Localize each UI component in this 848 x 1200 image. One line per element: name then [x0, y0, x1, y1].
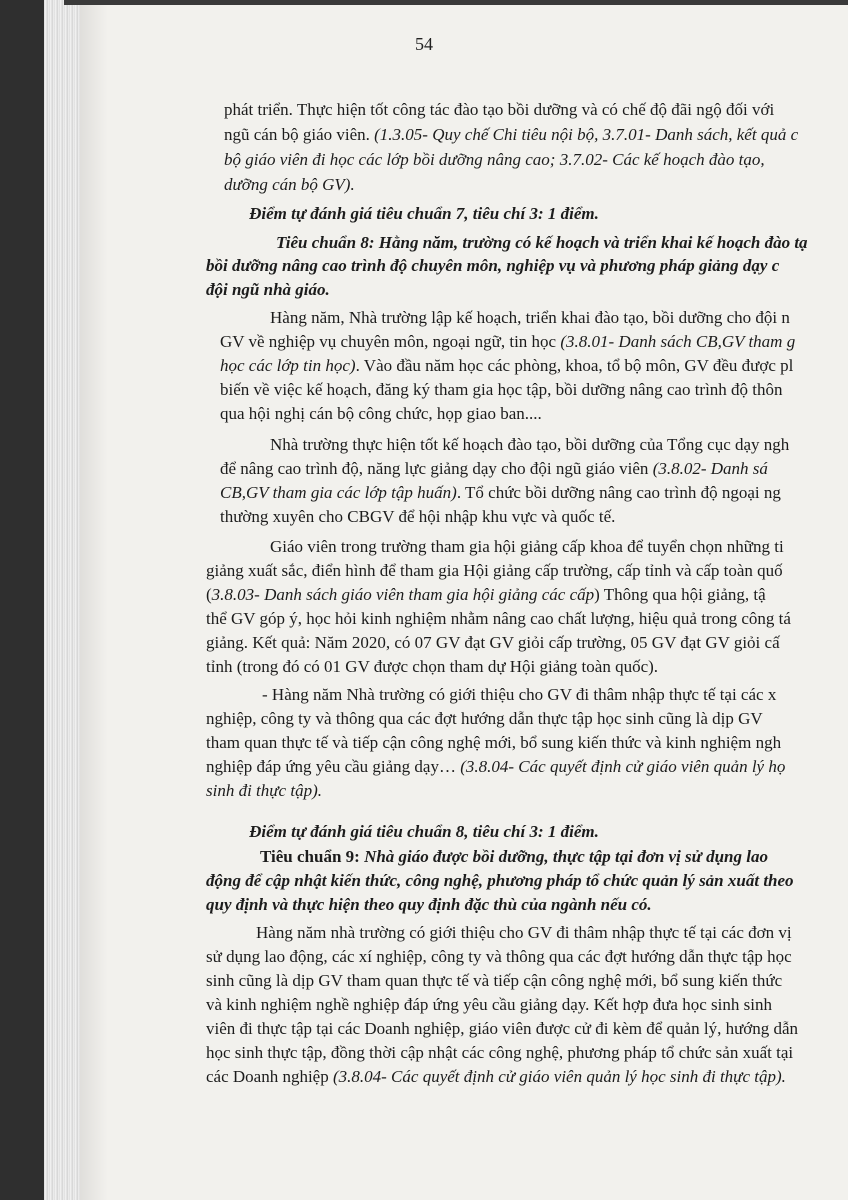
text-run: (1.3.05- Quy chế Chi tiêu nội bộ, 3.7.01- Danh sách, kết quả c	[374, 125, 799, 144]
text-line	[224, 123, 798, 147]
text-line	[220, 378, 783, 402]
text-line	[206, 655, 658, 679]
text-line	[0, 202, 848, 226]
text-line	[260, 845, 768, 869]
text-run: quy định và thực hiện theo quy định đặc thù của ngành nếu có.	[206, 895, 652, 914]
text-run: học các lớp tin học)	[220, 356, 356, 375]
top-scan-border	[64, 0, 848, 5]
text-run: và kinh nghiệm nghề nghiệp đáp ứng yêu cầu giảng dạy. Kết hợp đưa học sinh sinh	[206, 995, 772, 1014]
text-line	[206, 869, 794, 893]
text-run: bộ giáo viên đi học các lớp bồi dưỡng nâng cao; 3.7.02- Các kế hoạch đào tạo,	[224, 150, 765, 169]
text-run: Nhà giáo được bồi dưỡng, thực tập tại đơn vị sử dụng lao	[364, 847, 768, 866]
text-line	[206, 607, 791, 631]
gutter-shadow	[80, 0, 108, 1200]
text-run: biến về việc kế hoạch, đăng ký tham gia học tập, bồi dưỡng nâng cao trình độ thôn	[220, 380, 783, 399]
text-run: Nhà trường thực hiện tốt kế hoạch đào tạo, bồi dưỡng của Tổng cục dạy ngh	[270, 435, 790, 454]
text-line	[270, 433, 789, 457]
text-line	[206, 1041, 793, 1065]
page-number: 54	[415, 34, 433, 54]
text-line	[262, 683, 776, 707]
text-line	[206, 1065, 786, 1089]
text-run: (3.8.04- Các quyết định cử giáo viên quản lý họ	[460, 757, 786, 776]
text-run: . Vào đầu năm học các phòng, khoa, tổ bộ môn, GV đều được pl	[355, 356, 794, 375]
text-run: viên đi thực tập tại các Doanh nghiệp, giáo viên được cử đi kèm để quản lý, hướng dẫn	[206, 1019, 799, 1038]
text-line	[206, 254, 779, 278]
text-line	[220, 481, 781, 505]
page-edges	[44, 0, 80, 1200]
text-run: (3.8.01- Danh sách CB,GV tham g	[560, 332, 796, 351]
text-run: dưỡng cán bộ GV).	[224, 175, 355, 194]
text-run: giảng. Kết quả: Năm 2020, có 07 GV đạt GV giỏi cấp trường, 05 GV đạt GV giỏi cấ	[206, 633, 780, 652]
text-run: Điểm tự đánh giá tiêu chuẩn 7, tiêu chí 3: 1 điểm.	[249, 204, 599, 223]
text-run: học sinh thực tập, đồng thời cập nhật các công nghệ, phương pháp tổ chức sản xuất tại	[206, 1043, 794, 1062]
text-run: ngũ cán bộ giáo viên.	[224, 125, 375, 144]
text-run: Tiêu chuẩn 8: Hằng năm, trường có kế hoạch và triển khai kế hoạch đào tạ	[276, 233, 808, 252]
text-line	[206, 707, 763, 731]
text-line	[206, 945, 792, 969]
text-line	[206, 755, 785, 779]
text-line	[270, 535, 784, 559]
text-run: sinh cũng là dịp GV tham quan thực tế và tiếp cận công nghệ mới, bổ sung kiến thức	[206, 971, 783, 990]
text-line	[224, 148, 765, 172]
text-run: Giáo viên trong trường tham gia hội giảng cấp khoa để tuyển chọn những ti	[270, 537, 784, 556]
text-run: GV về nghiệp vụ chuyên môn, ngoại ngữ, tin học	[220, 332, 561, 351]
text-line	[206, 631, 780, 655]
text-line	[220, 402, 542, 426]
text-run: (3.8.02- Danh sá	[652, 459, 768, 478]
text-line	[220, 505, 615, 529]
text-run: nghiệp đáp ứng yêu cầu giảng dạy…	[206, 757, 461, 776]
text-line	[224, 98, 774, 122]
text-run: qua hội nghị cán bộ công chức, họp giao ban....	[220, 404, 542, 423]
text-run: giảng xuất sắc, điển hình để tham gia Hội giảng cấp trường, cấp tỉnh và cấp toàn quố	[206, 561, 783, 580]
text-line	[206, 583, 766, 607]
text-run: tham quan thực tế và tiếp cận công nghệ mới, bổ sung kiến thức và kinh nghiệm ngh	[206, 733, 782, 752]
text-line	[206, 278, 330, 302]
text-line	[206, 893, 652, 917]
text-line	[206, 1017, 798, 1041]
text-run: phát triển. Thực hiện tốt công tác đào tạo bồi dưỡng và có chế độ đãi ngộ đối với	[224, 100, 775, 119]
text-run: để nâng cao trình độ, năng lực giảng dạy cho đội ngũ giáo viên	[220, 459, 653, 478]
text-run: CB,GV tham gia các lớp tập huấn)	[220, 483, 457, 502]
text-line	[206, 559, 783, 583]
text-run: Điểm tự đánh giá tiêu chuẩn 8, tiêu chí 3: 1 điểm.	[249, 822, 599, 841]
text-line	[206, 731, 781, 755]
text-run: Tiêu chuẩn 9:	[260, 847, 365, 866]
text-line	[220, 330, 795, 354]
text-run: sinh đi thực tập).	[206, 781, 322, 800]
text-run: các Doanh nghiệp	[206, 1067, 333, 1086]
text-run: nghiệp, công ty và thông qua các đợt hướng dẫn thực tập học sinh cũng là dịp GV	[206, 709, 763, 728]
book-spine	[0, 0, 44, 1200]
text-run: động để cập nhật kiến thức, công nghệ, phương pháp tổ chức quản lý sản xuất theo	[206, 871, 794, 890]
text-line	[0, 820, 848, 844]
text-run: sử dụng lao động, các xí nghiệp, công ty và thông qua các đợt hướng dẫn thực tập học	[206, 947, 792, 966]
text-run: 3.8.03- Danh sách giáo viên tham gia hội giảng các cấp	[211, 585, 595, 604]
text-line	[256, 921, 792, 945]
text-run: Hàng năm, Nhà trường lập kế hoạch, triển khai đào tạo, bồi dưỡng cho đội n	[270, 308, 790, 327]
text-line	[220, 457, 768, 481]
text-line	[206, 993, 772, 1017]
text-line	[220, 354, 793, 378]
text-run: ) Thông qua hội giảng, tậ	[594, 585, 766, 604]
text-run: tỉnh (trong đó có 01 GV được chọn tham dự Hội giảng toàn quốc).	[206, 657, 659, 676]
text-run: . Tổ chức bồi dưỡng nâng cao trình độ ngoại ng	[456, 483, 781, 502]
text-run: đội ngũ nhà giáo.	[206, 280, 330, 299]
text-line	[276, 231, 808, 255]
text-line	[270, 306, 790, 330]
text-line	[206, 969, 782, 993]
text-run: - Hàng năm Nhà trường có giới thiệu cho GV đi thâm nhập thực tế tại các x	[262, 685, 777, 704]
text-run: bồi dưỡng nâng cao trình độ chuyên môn, nghiệp vụ và phương pháp giảng dạy c	[206, 256, 780, 275]
text-line	[206, 779, 322, 803]
text-run: Hàng năm nhà trường có giới thiệu cho GV đi thâm nhập thực tế tại các đơn vị	[256, 923, 792, 942]
text-run: (	[206, 585, 212, 604]
text-line	[224, 173, 355, 197]
text-run: thường xuyên cho CBGV để hội nhập khu vực và quốc tế.	[220, 507, 616, 526]
text-run: thể GV góp ý, học hỏi kinh nghiệm nhằm nâng cao chất lượng, hiệu quả trong công tá	[206, 609, 791, 628]
text-run: (3.8.04- Các quyết định cử giáo viên quản lý học sinh đi thực tập).	[332, 1067, 786, 1086]
